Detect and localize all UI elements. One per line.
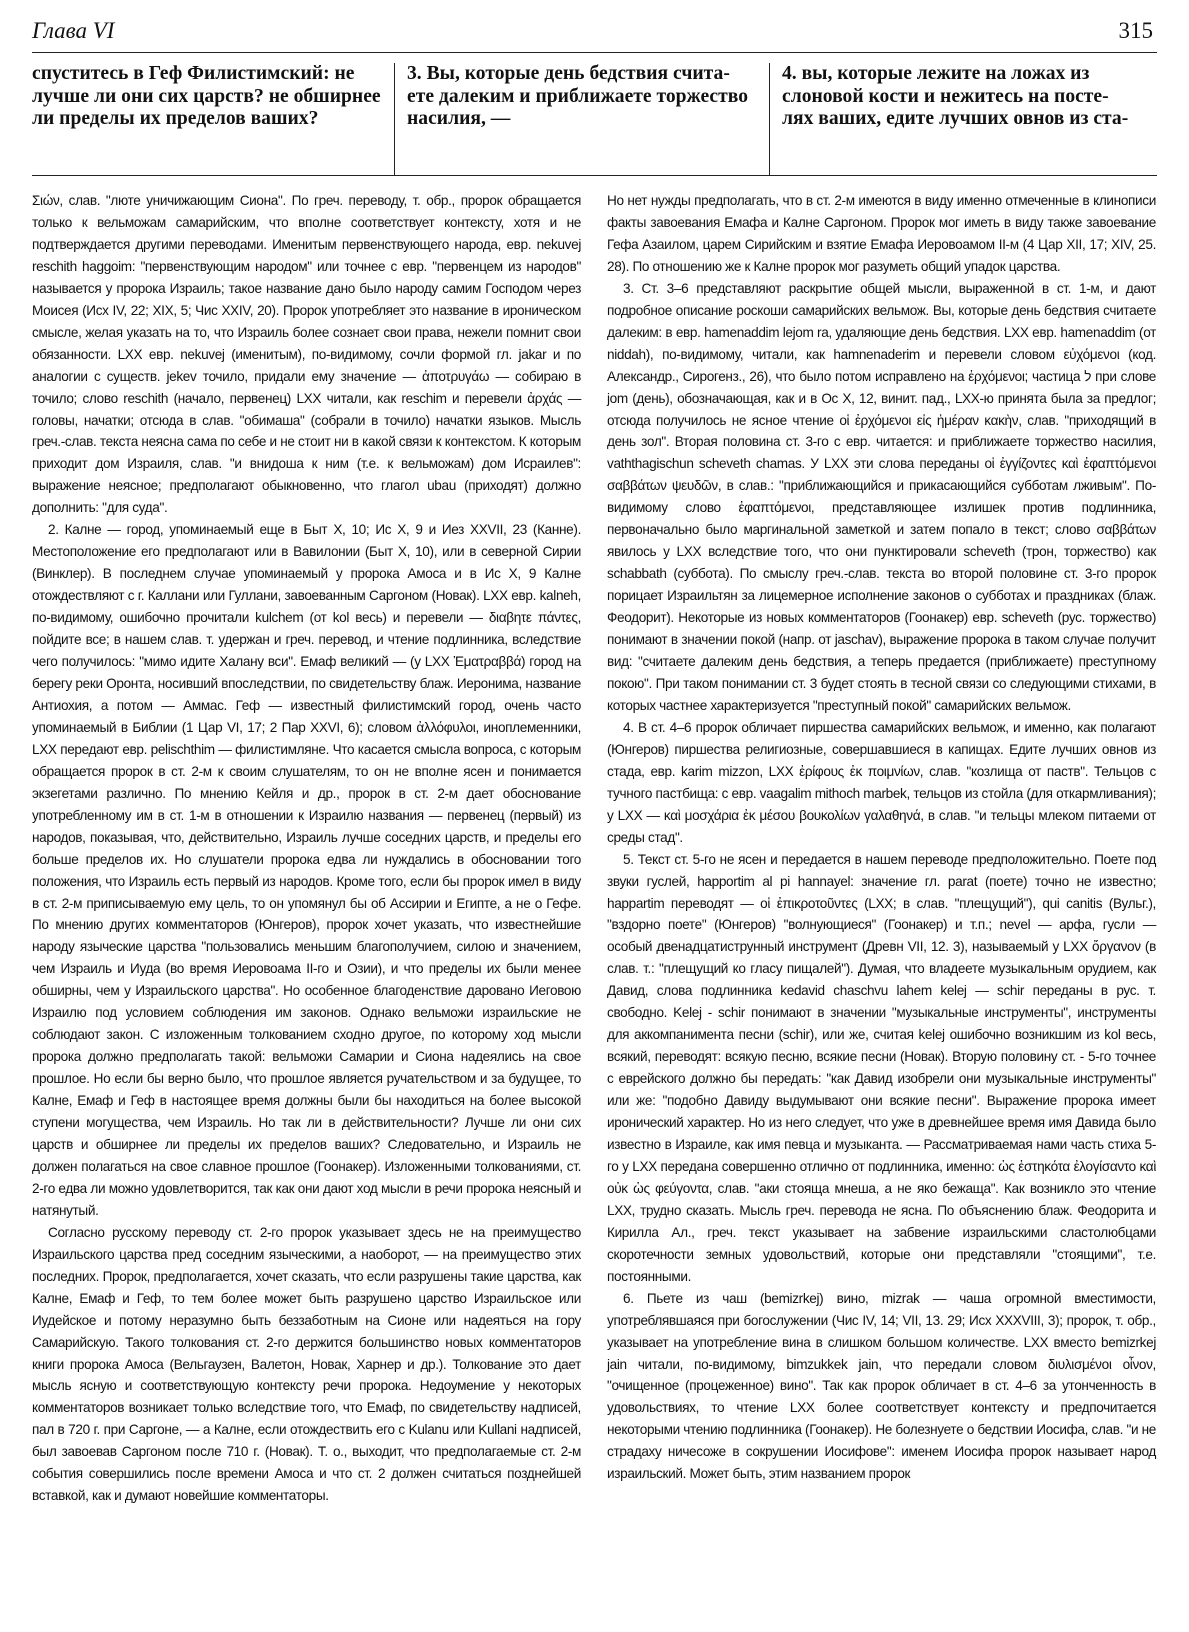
commentary: [32, 190, 1157, 1507]
commentary-right-column: [607, 190, 1156, 1507]
scripture-line: слоновой кости и нежитесь на посте-: [782, 85, 1109, 107]
page-number: 315: [1118, 18, 1153, 43]
commentary-paragraph: Но нет нужды предполагать, что в ст. 2-м имеются в виду именно отмеченные в клинописи факты завоевания Емафа и Калне Саргоном. Пророк мог иметь в виду также завоевание Гефа Азаилом, царем Сирийским и взятие Емафа Иеровоамом II-м (4 Цар XII, 17; XIV, 25. 28). По отношению же к Калне пророк мог разуметь общий упадок царства.: [607, 193, 1156, 274]
scripture-line: спуститесь в Геф Филистимский: не: [32, 63, 355, 84]
scripture-column-1: [32, 63, 395, 175]
scripture-line: лучше ли они сих царств? не обширнее: [32, 85, 381, 107]
scripture-column-2: [395, 63, 770, 175]
scripture-line: ли пределы их пределов ваших?: [32, 108, 319, 129]
scripture-line: лях ваших, едите лучших овнов из ста-: [782, 108, 1129, 129]
running-header: [32, 18, 1157, 53]
scripture-column-3: [770, 63, 1134, 175]
scripture-line: 3. Вы, которые день бедствия счита-: [407, 63, 730, 84]
commentary-paragraph: Σιών, слав. "люте уничижающим Сиона". По греч. переводу, т. обр., пророк обращается только к вельможам самарийским, что вполне соответствует контексту, хотя и не подтверждается другими переводами. Именитым первенствующего народа, евр. nekuvej reschith haggoim: "первенствующим народом" или точнее с евр. "первенцем из народов" называется у пророка Израиль; такое название дано было народу самим Господом через Моисея (Исх IV, 22; XIX, 5; Чис XXIV, 20). Пророк употребляет это название в ироническом смысле, желая указать на то, что Израиль более сознает свои права, нежели помнит свои обязанности. LXX евр. nekuvej (именитым), по-видимому, сочли формой гл. jakar и по аналогии с существ. jekev точило, придали ему значение — ἀποτρυγάω — собираю в точило; слово reschith (начало, первенец) LXX читали, как reschim и перевели ἀρχάς — головы, начатки; отсюда в слав. "обимаша" (собрали в точило) начатки языков. Мысль греч.-слав. текста неясна сама по себе и не стоит ни в какой связи к контекстом. К которым приходит дом Израиля, слав. "и внидоша к ним (т.е. к вельможам) дом Исраилев": выражение неясное; предполагают обыкновенно, что глагол ubau (приходят) должно дополнить: "для суда".: [32, 193, 581, 516]
commentary-paragraph: 4. В ст. 4–6 пророк обличает пиршества самарийских вельмож, и именно, как полагают (Юнгеров) пиршества религиозные, совершавшиеся в капищах. Едите лучших овнов из стада, евр. karim mizzon, LXX ἐρίφους ἐκ ποιμνίων, слав. "козлища от паств". Тельцов с тучного пастбища: с евр. vaagalim mithoch marbek, тельцов из стойла (для откармливания); у LXX — καὶ μοσχάρια ἐκ μέσου βουκολίων γαλαθηνά, в слав. "и тельцы млеком питаеми от среды стад".: [607, 719, 1156, 845]
commentary-paragraph: Согласно русскому переводу ст. 2-го пророк указывает здесь не на преимущество Израильского царства пред соседним языческими, а наоборот, — на преимущество этих последних. Пророк, предполагается, хочет сказать, что если разрушены такие царства, как Калне, Емаф и Геф, то тем более может быть разрушено царство Израильское или Иудейское и потому неразумно быть беззаботным на Сионе или надеяться на гору Самарийскую. Такого толкования ст. 2-го держится большинство новых комментаторов книги пророка Амоса (Вельгаузен, Валетон, Новак, Харнер и др.). Толкование это дает мысль ясную и соответствующую контексту речи пророка. Недоумение у некоторых комментаторов возникает только вследствие того, что Емаф, по свидетельству надписей, пал в 720 г. при Саргоне, — а Калне, если отождествить его с Kulanu или Kullani надписей, был завоевав Саргоном после 710 г. (Новак). Т. о., выходит, что предполагаемые ст. 2-м события совершились после времени Амоса и что ст. 2 должен считаться позднейшей вставкой, как и думают новейшие комментаторы.: [32, 1224, 581, 1504]
commentary-paragraph: 6. Пьете из чаш (bemizrkej) вино, mizrak — чаша огромной вместимости, употреблявшаяся при богослужении (Чис IV, 14; VII, 13. 29; Исх XXXVIII, 3); пророк, т. обр., указывает на употребление вина в слишком большом количестве. LXX вместо bemizrkej jain читали, по-видимому, bimzukkek jain, что передали словом διυλισμένοι οἶνον, "очищенное (процеженное) вино". Так как пророк обличает в ст. 4–6 за утонченность в удовольствиях, то чтение LXX более соответствует контексту и предпочитается некоторыми чтению подлинника (Гоонакер). Не болезнуете о бедствии Иосифа, слав. "и не страдаху ничесоже в сокрушении Иосифове": именем Иосифа пророк называет народ израильский. Может быть, этим названием пророк: [607, 1290, 1156, 1482]
commentary-paragraph: 5. Текст ст. 5-го не ясен и передается в нашем переводе предположительно. Поете под звуки гуслей, happortim al pi hannayel: значение гл. parat (поете) точно не известно; happartim переводят — οἱ ἐπικροτοῦντες (LXX; в слав. "плещущий"), qui canitis (Вульг.), "вздорно поете" (Юнгеров) "волнующиеся" (Гоонакер) и т.п.; nevel — арфа, гусли — особый двенадцатиструнный инструмент (Древн VII, 12. 3), называемый у LXX ὄργανον (в слав. т.: "плещущий ко гласу пищалей"). Думая, что владеете музыкальным орудием, как Давид, слова подлинника kedavid chaschvu lahem kelej — schir переданы в рус. т. свободно. Kelej - schir понимают в значении "музыкальные инструменты", инструменты для аккомпанимента песни (schir), или же, считая kelej ошибочно возникшим из kol весь, всякий, переводят: всякую песню, всякие песни (Новак). Вторую половину ст. - 5-го точнее с еврейского должно бы передать: "как Давид изобрели они музыкальные инструменты" или же: "подобно Давиду выдумывают они всякие песни". Выражение пророка имеет иронический характер. Но из него следует, что уже в древнейшее время имя Давида было известно в Израиле, как имя певца и музыканта. — Рассматриваемая нами часть стиха 5-го у LXX передана совершенно отлично от подлинника, именно: ὡς ἑστηκότα ἐλογίσαντο καὶ οὐκ ὡς φεύγοντα, слав. "аки стояща мнеша, а не яко бежаща". Как возникло это чтение LXX, трудно сказать. Мысль греч. перевода не ясна. По объяснению блаж. Феодорита и Кирилла Ал., греч. текст указывает на забвение израильскими сластолюбцами скоротечности земных удовольствий, которые они представляли "стоящими", т.е. постоянными.: [607, 851, 1156, 1284]
commentary-paragraph: 3. Ст. 3–6 представляют раскрытие общей мысли, выраженной в ст. 1-м, и дают подробное описание роскоши самарийских вельмож. Вы, которые день бедствия считаете далеким: в евр. hamenaddim lejom ra, удаляющие день бедствия. LXX евр. hamenaddim (от niddah), по-видимому, читали, как hamnenaderim и перевели словом εὐχόμενοι (код. Александр., Сирогенз., 26), что было потом исправлено на ἐρχόμενοι; частица ל при слове jom (день), обозначающая, как и в Ос X, 12, винит. пад., LXX-ю принята была за предлог; отсюда получилось не ясное чтение οἱ ἐρχόμενοι εἰς ἡμέραν κακὴν, слав. "приходящий в день зол". Вторая половина ст. 3-го с евр. читается: и приближаете торжество насилия, vaththagischun scheveth chamas. У LXX эти слова переданы οἱ ἐγγίζοντες καὶ ἐφαπτόμενοι σαββάτων ψευδῶν, в слав.: "приближающийся и прикасающийся субботам лживым". По-видимому слово ἐφαπτόμενοι, представляющее излишек против подлинника, первоначально было маргинальной заметкой и затем попало в текст; слово σαββάτων явилось у LXX вследствие того, что они пунктировали scheveth (трон, торжество) как schabbath (суббота). По смыслу греч.-слав. текста во второй половине ст. 3-го пророк порицает Израильтян за лицемерное исполнение законов о субботах и праздниках (блаж. Феодорит). Некоторые из новых комментаторов (Гоонакер) евр. scheveth (рус. торжество) понимают в значении покой (напр. от jaschav), выражение пророка в таком случае получит вид: "считаете далеким день бедствия, а теперь предается (приближаете) преступному покою". При таком понимании ст. 3 будет стоять в тесной связи со следующими стихами, в которых частнее характеризуется "преступный покой" самарийских вельмож.: [607, 280, 1156, 713]
scripture-line: 4. вы, которые лежите на ложах из: [782, 63, 1090, 84]
scripture-line: ете далеким и приближаете торжество: [407, 85, 748, 107]
commentary-left-column: [32, 190, 581, 1507]
page: [32, 18, 1157, 1618]
scripture-text: [32, 63, 1157, 176]
chapter-title: Глава VI: [32, 18, 115, 43]
commentary-paragraph: 2. Калне — город, упоминаемый еще в Быт X, 10; Ис X, 9 и Иез XXVII, 23 (Канне). Местоположение его предполагают или в Вавилонии (Быт X, 10), или в северной Сирии (Винклер). В последнем случае упоминаемый у пророка Амоса и в Ис X, 9 Калне отождествляют с г. Каллани или Гуллани, завоеванным Саргоном (Новак). LXX евр. kalneh, по-видимому, ошибочно прочитали kulchem (от kol весь) и перевели — διαβητε πάντες, пойдите все; в нашем слав. т. удержан и греч. перевод, и чтение подлинника, вследствие чего получилось: "мимо идите Халану вси". Емаф великий — (у LXX Ἐματραββά) город на берегу реки Оронта, носивший впоследствии, по свидетельству блаж. Иеронима, название Антиохия, а потом — Аммас. Геф — известный филистимский город, очень часто упоминаемый в Библии (1 Цар VI, 17; 2 Пар XXVI, 6); словом ἀλλόφυλοι, иноплеменники, LXX передают евр. pelischthim — филистимляне. Что касается смысла вопроса, с которым обращается пророк в ст. 2-м к своим слушателям, то он не вполне ясен и понимается экзегетами различно. По мнению Кейля и др., пророк в ст. 2-м дает обоснование употребленному им в ст. 1-м в отношении к Израилю названия — первенец (первый) из народов, показывая, что, действительно, Израиль лучше соседних царств, и пределы его больше пределов их. Но слушатели пророка едва ли нуждались в обосновании того положения, что Израиль есть первый из народов. Кроме того, если бы пророк имел в виду в ст. 2-м приписываемую ему цель, то он упомянул бы об Ассирии и Египте, а не о Гефе. По мнению других комментаторов (Юнгеров), пророк хочет указать, что известнейшие народу языческие царства "пользовались меньшим благополучием, силою и значением, чем Израиль и Иуда (во время Иеровоама II-го и Озии), и что пределы их были менее обширны, чем у Израильского царства". Но особенное благоденствие даровано Иеговою Израилю под условием соблюдения им законов. Однако вельможи израильские не соблюдают закон. С изложенным толкованием сходно другое, по которому ход мысли пророка должно предполагать такой: вельможи Самарии и Сиона надеялись на свое прошлое. Но если бы верно было, что прошлое является ручательством и за будущее, то Калне, Емаф и Геф в настоящее время должны были бы находиться на более высокой ступени могущества, чем Израиль. Но так ли в действительности? Лучше ли они сих царств и обширнее ли пределы их пределов ваших? Следовательно, и Израиль не должен полагаться на свое славное прошлое (Гоонакер). Изложенными толкованиями, ст. 2-го едва ли можно удовлетворится, так как они дают ход мысли в речи пророка неясный и натянутый.: [32, 522, 581, 1218]
scripture-line: насилия, —: [407, 108, 511, 129]
